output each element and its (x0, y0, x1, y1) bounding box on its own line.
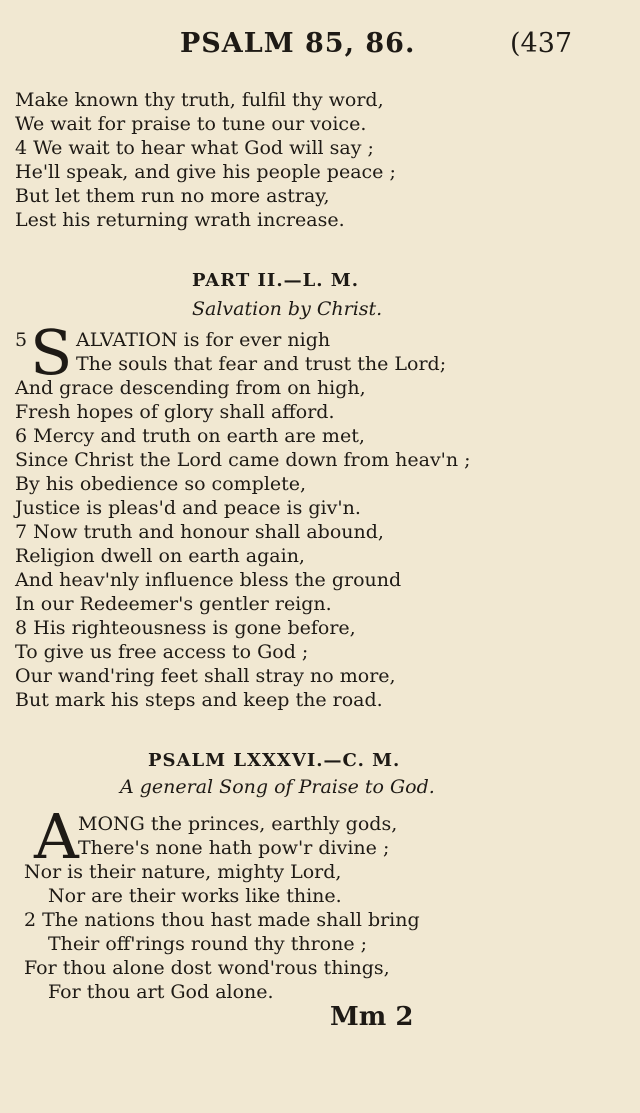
verse-line: 4 We wait to hear what God will say ; (15, 137, 374, 159)
verse-line: Our wand'ring feet shall stray no more, (15, 665, 396, 687)
verse-line: 6 Mercy and truth on earth are met, (15, 425, 365, 447)
verse-line: But mark his steps and keep the road. (15, 689, 383, 711)
verse-line: 7 Now truth and honour shall abound, (15, 521, 384, 543)
verse-line: Nor is their nature, mighty Lord, (24, 861, 342, 883)
page-number: (437 (510, 28, 573, 59)
psalm86-heading: PSALM LXXXVI.—C. M. (148, 750, 401, 771)
verse-number: 5 (15, 329, 28, 351)
verse-line: Lest his returning wrath increase. (15, 209, 345, 231)
verse-line: To give us free access to God ; (15, 641, 309, 663)
verse-line: MONG the princes, earthly gods, (78, 813, 398, 835)
verse-line: ALVATION is for ever nigh (76, 329, 331, 351)
verse-line: For thou art God alone. (48, 981, 274, 1003)
verse-line: Since Christ the Lord came down from heav'n ; (15, 449, 471, 471)
verse-line: 2 The nations thou hast made shall bring (24, 909, 420, 931)
part2-heading: PART II.—L. M. (192, 270, 359, 291)
verse-line: Fresh hopes of glory shall afford. (15, 401, 335, 423)
verse-line: He'll speak, and give his people peace ; (15, 161, 396, 183)
drop-cap: A (34, 800, 79, 873)
drop-cap: S (30, 316, 73, 389)
verse-line: Justice is pleas'd and peace is giv'n. (15, 497, 361, 519)
verse-line: By his obedience so complete, (15, 473, 307, 495)
part2-subtitle: Salvation by Christ. (192, 298, 383, 320)
page-title: PSALM 85, 86. (180, 28, 416, 59)
verse-line: There's none hath pow'r divine ; (78, 837, 390, 859)
verse-line: The souls that fear and trust the Lord; (76, 353, 447, 375)
psalm86-subtitle: A general Song of Praise to God. (120, 776, 435, 798)
verse-line: Make known thy truth, fulfil thy word, (15, 89, 384, 111)
verse-line: For thou alone dost wond'rous things, (24, 957, 390, 979)
verse-line: And grace descending from on high, (15, 377, 366, 399)
verse-line: Their off'rings round thy throne ; (48, 933, 368, 955)
verse-line: And heav'nly influence bless the ground (15, 569, 402, 591)
verse-line: Nor are their works like thine. (48, 885, 342, 907)
verse-line: Religion dwell on earth again, (15, 545, 305, 567)
verse-line: We wait for praise to tune our voice. (15, 113, 367, 135)
printer-signature-mark: Mm 2 (330, 1002, 414, 1032)
verse-line: In our Redeemer's gentler reign. (15, 593, 332, 615)
verse-line: 8 His righteousness is gone before, (15, 617, 356, 639)
verse-line: But let them run no more astray, (15, 185, 330, 207)
